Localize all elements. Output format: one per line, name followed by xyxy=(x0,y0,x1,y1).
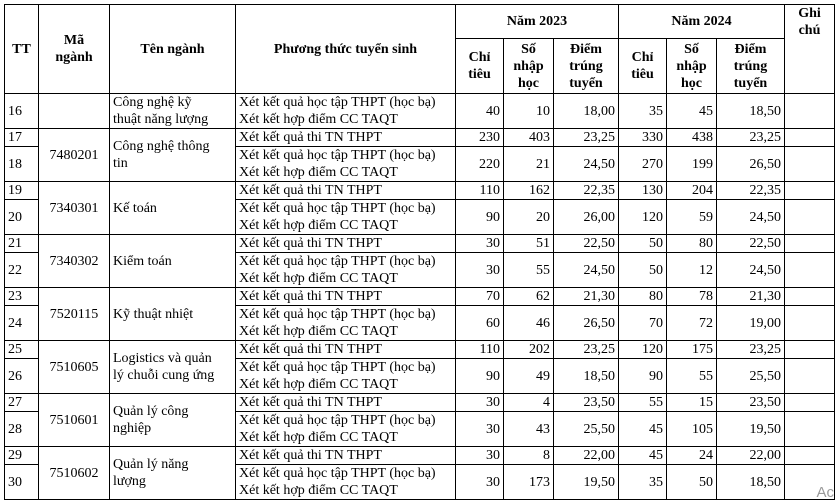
chi-tieu-2023: 60 xyxy=(456,306,504,341)
method-thpt-exam: Xét kết quả thi TN THPT xyxy=(236,341,456,359)
chi-tieu-2023: 30 xyxy=(456,394,504,412)
major-code: 7340302 xyxy=(39,235,110,288)
diem-2024: 24,50 xyxy=(717,200,785,235)
chi-tieu-2024: 70 xyxy=(619,306,667,341)
so-nhap-hoc-2023: 403 xyxy=(504,129,554,147)
method-thpt-exam: Xét kết quả thi TN THPT xyxy=(236,447,456,465)
diem-2023: 21,30 xyxy=(554,288,619,306)
table-row xyxy=(5,94,835,129)
method-hoc-ba: Xét kết quả học tập THPT (học bạ) Xét kết hợp điểm CC TAQT xyxy=(236,412,456,447)
so-nhap-hoc-2023: 173 xyxy=(504,465,554,500)
header-ma-nganh: Mã ngành xyxy=(39,5,110,94)
so-nhap-hoc-2024: 438 xyxy=(667,129,717,147)
admission-table xyxy=(4,4,835,500)
major-code xyxy=(39,94,110,129)
chi-tieu-2023: 90 xyxy=(456,359,504,394)
ghi-chu-cell xyxy=(785,394,835,412)
ghi-chu-cell xyxy=(785,94,835,129)
diem-2024: 26,50 xyxy=(717,147,785,182)
diem-2024: 22,00 xyxy=(717,447,785,465)
chi-tieu-2023: 30 xyxy=(456,447,504,465)
diem-2023: 25,50 xyxy=(554,412,619,447)
row-tt: 30 xyxy=(5,465,39,500)
row-tt: 18 xyxy=(5,147,39,182)
row-tt: 28 xyxy=(5,412,39,447)
row-tt: 17 xyxy=(5,129,39,147)
chi-tieu-2024: 90 xyxy=(619,359,667,394)
major-name: Công nghệ kỹ thuật năng lượng xyxy=(110,94,236,129)
so-nhap-hoc-2024: 24 xyxy=(667,447,717,465)
header-row-1 xyxy=(5,5,835,39)
ghi-chu-cell xyxy=(785,147,835,182)
header-phuong-thuc: Phương thức tuyển sinh xyxy=(236,5,456,94)
major-code: 7340301 xyxy=(39,182,110,235)
chi-tieu-2023: 30 xyxy=(456,412,504,447)
row-tt: 19 xyxy=(5,182,39,200)
diem-2023: 26,50 xyxy=(554,306,619,341)
so-nhap-hoc-2023: 21 xyxy=(504,147,554,182)
ghi-chu-cell xyxy=(785,182,835,200)
so-nhap-hoc-2024: 15 xyxy=(667,394,717,412)
table-row xyxy=(5,447,835,465)
header-nam-2024: Năm 2024 xyxy=(619,5,785,39)
diem-2024: 18,50 xyxy=(717,465,785,500)
major-name: Quản lý năng lượng xyxy=(110,447,236,500)
diem-2024: 18,50 xyxy=(717,94,785,129)
row-tt: 22 xyxy=(5,253,39,288)
header-so-nhap-hoc-2024: Số nhập học xyxy=(667,39,717,94)
so-nhap-hoc-2023: 20 xyxy=(504,200,554,235)
diem-2024: 19,50 xyxy=(717,412,785,447)
so-nhap-hoc-2023: 55 xyxy=(504,253,554,288)
method-hoc-ba: Xét kết quả học tập THPT (học bạ) Xét kết hợp điểm CC TAQT xyxy=(236,94,456,129)
ghi-chu-cell xyxy=(785,129,835,147)
method-hoc-ba: Xét kết quả học tập THPT (học bạ) Xét kết hợp điểm CC TAQT xyxy=(236,359,456,394)
major-name: Quản lý công nghiệp xyxy=(110,394,236,447)
so-nhap-hoc-2024: 78 xyxy=(667,288,717,306)
so-nhap-hoc-2023: 202 xyxy=(504,341,554,359)
diem-2024: 19,00 xyxy=(717,306,785,341)
activate-watermark: Ac xyxy=(816,484,834,501)
ghi-chu-cell xyxy=(785,359,835,394)
ghi-chu-cell xyxy=(785,235,835,253)
chi-tieu-2023: 110 xyxy=(456,341,504,359)
chi-tieu-2023: 220 xyxy=(456,147,504,182)
major-name: Kế toán xyxy=(110,182,236,235)
chi-tieu-2023: 30 xyxy=(456,465,504,500)
header-diem-2024: Điểm trúng tuyển xyxy=(717,39,785,94)
so-nhap-hoc-2024: 12 xyxy=(667,253,717,288)
diem-2024: 22,35 xyxy=(717,182,785,200)
major-code: 7510605 xyxy=(39,341,110,394)
table-row xyxy=(5,235,835,253)
major-name: Kiểm toán xyxy=(110,235,236,288)
diem-2023: 18,00 xyxy=(554,94,619,129)
major-code: 7480201 xyxy=(39,129,110,182)
row-tt: 20 xyxy=(5,200,39,235)
chi-tieu-2023: 70 xyxy=(456,288,504,306)
so-nhap-hoc-2024: 59 xyxy=(667,200,717,235)
method-thpt-exam: Xét kết quả thi TN THPT xyxy=(236,182,456,200)
header-tt: TT xyxy=(5,5,39,94)
chi-tieu-2024: 120 xyxy=(619,200,667,235)
chi-tieu-2024: 45 xyxy=(619,412,667,447)
major-code: 7510602 xyxy=(39,447,110,500)
so-nhap-hoc-2024: 199 xyxy=(667,147,717,182)
major-name: Logistics và quản lý chuỗi cung ứng xyxy=(110,341,236,394)
chi-tieu-2024: 45 xyxy=(619,447,667,465)
chi-tieu-2023: 90 xyxy=(456,200,504,235)
table-row xyxy=(5,288,835,306)
method-thpt-exam: Xét kết quả thi TN THPT xyxy=(236,129,456,147)
diem-2024: 24,50 xyxy=(717,253,785,288)
table-row xyxy=(5,182,835,200)
header-ten-nganh: Tên ngành xyxy=(110,5,236,94)
diem-2024: 23,25 xyxy=(717,341,785,359)
method-hoc-ba: Xét kết quả học tập THPT (học bạ) Xét kết hợp điểm CC TAQT xyxy=(236,465,456,500)
header-diem-2023: Điểm trúng tuyển xyxy=(554,39,619,94)
so-nhap-hoc-2024: 72 xyxy=(667,306,717,341)
method-thpt-exam: Xét kết quả thi TN THPT xyxy=(236,394,456,412)
method-hoc-ba: Xét kết quả học tập THPT (học bạ) Xét kết hợp điểm CC TAQT xyxy=(236,200,456,235)
diem-2023: 26,00 xyxy=(554,200,619,235)
diem-2023: 24,50 xyxy=(554,253,619,288)
diem-2023: 22,35 xyxy=(554,182,619,200)
chi-tieu-2024: 50 xyxy=(619,253,667,288)
diem-2023: 24,50 xyxy=(554,147,619,182)
row-tt: 25 xyxy=(5,341,39,359)
chi-tieu-2024: 35 xyxy=(619,465,667,500)
chi-tieu-2024: 50 xyxy=(619,235,667,253)
so-nhap-hoc-2023: 62 xyxy=(504,288,554,306)
row-tt: 23 xyxy=(5,288,39,306)
method-thpt-exam: Xét kết quả thi TN THPT xyxy=(236,235,456,253)
table-row xyxy=(5,341,835,359)
header-ghi-chu: Ghi chú xyxy=(785,5,835,94)
row-tt: 16 xyxy=(5,94,39,129)
ghi-chu-cell xyxy=(785,253,835,288)
header-chi-tieu-2024: Chỉ tiêu xyxy=(619,39,667,94)
so-nhap-hoc-2023: 10 xyxy=(504,94,554,129)
chi-tieu-2024: 130 xyxy=(619,182,667,200)
method-hoc-ba: Xét kết quả học tập THPT (học bạ) Xét kết hợp điểm CC TAQT xyxy=(236,253,456,288)
so-nhap-hoc-2023: 4 xyxy=(504,394,554,412)
so-nhap-hoc-2023: 49 xyxy=(504,359,554,394)
so-nhap-hoc-2023: 51 xyxy=(504,235,554,253)
method-hoc-ba: Xét kết quả học tập THPT (học bạ) Xét kết hợp điểm CC TAQT xyxy=(236,147,456,182)
diem-2024: 23,25 xyxy=(717,129,785,147)
diem-2024: 23,50 xyxy=(717,394,785,412)
method-hoc-ba: Xét kết quả học tập THPT (học bạ) Xét kết hợp điểm CC TAQT xyxy=(236,306,456,341)
diem-2023: 22,50 xyxy=(554,235,619,253)
diem-2024: 22,50 xyxy=(717,235,785,253)
ghi-chu-cell xyxy=(785,288,835,306)
header-nam-2023: Năm 2023 xyxy=(456,5,619,39)
ghi-chu-cell xyxy=(785,306,835,341)
diem-2023: 23,50 xyxy=(554,394,619,412)
header-chi-tieu-2023: Chỉ tiêu xyxy=(456,39,504,94)
so-nhap-hoc-2023: 162 xyxy=(504,182,554,200)
ghi-chu-cell xyxy=(785,447,835,465)
chi-tieu-2023: 40 xyxy=(456,94,504,129)
row-tt: 27 xyxy=(5,394,39,412)
method-thpt-exam: Xét kết quả thi TN THPT xyxy=(236,288,456,306)
diem-2023: 19,50 xyxy=(554,465,619,500)
major-name: Công nghệ thông tin xyxy=(110,129,236,182)
major-name: Kỹ thuật nhiệt xyxy=(110,288,236,341)
so-nhap-hoc-2024: 55 xyxy=(667,359,717,394)
row-tt: 26 xyxy=(5,359,39,394)
chi-tieu-2024: 120 xyxy=(619,341,667,359)
so-nhap-hoc-2024: 50 xyxy=(667,465,717,500)
so-nhap-hoc-2023: 43 xyxy=(504,412,554,447)
so-nhap-hoc-2024: 45 xyxy=(667,94,717,129)
ghi-chu-cell xyxy=(785,341,835,359)
chi-tieu-2023: 230 xyxy=(456,129,504,147)
table-row xyxy=(5,129,835,147)
row-tt: 21 xyxy=(5,235,39,253)
diem-2023: 18,50 xyxy=(554,359,619,394)
row-tt: 24 xyxy=(5,306,39,341)
so-nhap-hoc-2024: 204 xyxy=(667,182,717,200)
ghi-chu-cell xyxy=(785,412,835,447)
header-so-nhap-hoc-2023: Số nhập học xyxy=(504,39,554,94)
chi-tieu-2023: 30 xyxy=(456,235,504,253)
major-code: 7520115 xyxy=(39,288,110,341)
row-tt: 29 xyxy=(5,447,39,465)
so-nhap-hoc-2024: 80 xyxy=(667,235,717,253)
chi-tieu-2023: 30 xyxy=(456,253,504,288)
so-nhap-hoc-2024: 175 xyxy=(667,341,717,359)
chi-tieu-2024: 330 xyxy=(619,129,667,147)
diem-2023: 23,25 xyxy=(554,129,619,147)
so-nhap-hoc-2023: 46 xyxy=(504,306,554,341)
chi-tieu-2023: 110 xyxy=(456,182,504,200)
chi-tieu-2024: 55 xyxy=(619,394,667,412)
diem-2023: 23,25 xyxy=(554,341,619,359)
major-code: 7510601 xyxy=(39,394,110,447)
diem-2024: 25,50 xyxy=(717,359,785,394)
so-nhap-hoc-2024: 105 xyxy=(667,412,717,447)
diem-2024: 21,30 xyxy=(717,288,785,306)
chi-tieu-2024: 270 xyxy=(619,147,667,182)
diem-2023: 22,00 xyxy=(554,447,619,465)
chi-tieu-2024: 35 xyxy=(619,94,667,129)
chi-tieu-2024: 80 xyxy=(619,288,667,306)
ghi-chu-cell xyxy=(785,200,835,235)
so-nhap-hoc-2023: 8 xyxy=(504,447,554,465)
table-row xyxy=(5,394,835,412)
